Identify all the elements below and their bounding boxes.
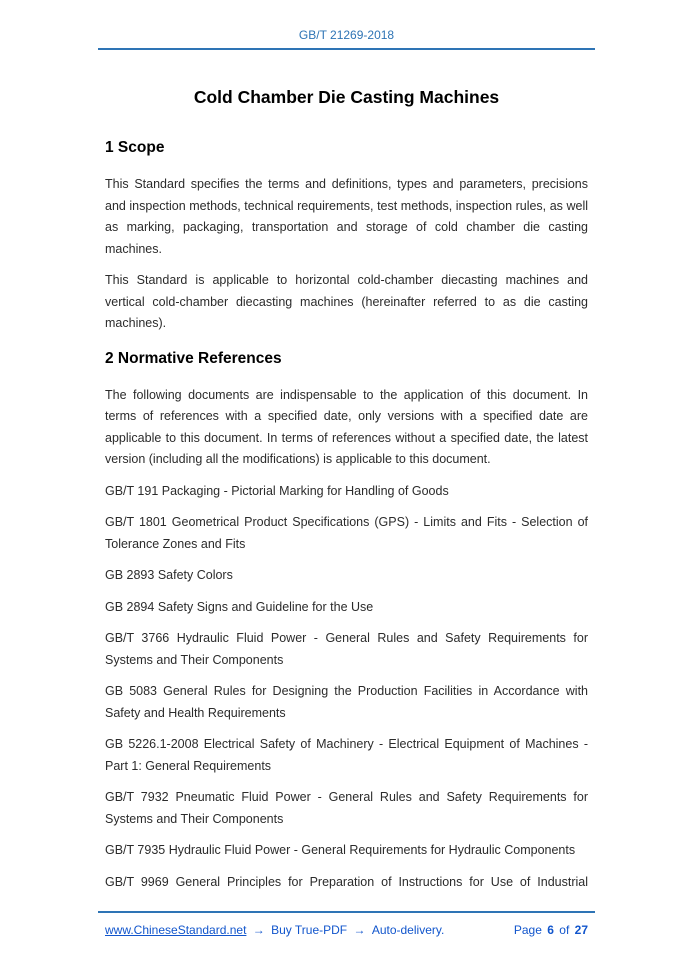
paragraph: This Standard specifies the terms and definitions, types and parameters, precisions and inspection methods, technical requirements, test methods, inspection rules, as well as marking, packaging, transportation and storage of cold chamber die casting machines. [105,177,588,256]
section-heading-scope: 1 Scope [105,139,165,156]
reference-item: GB/T 7932 Pneumatic Fluid Power - General Rules and Safety Requirements for Systems and Their Components [105,790,588,826]
reference-item: GB 2894 Safety Signs and Guideline for the Use [105,599,374,614]
page-total: 27 [574,923,588,937]
footer-buy-text: Buy True-PDF [271,923,348,937]
footer-info [105,922,444,938]
website-link[interactable]: www.ChineseStandard.net [105,923,247,937]
page-indicator [512,922,588,938]
arrow-icon: → [252,923,265,937]
reference-item: GB 5083 General Rules for Designing the Production Facilities in Accordance with Safety and Health Requirements [105,684,588,720]
of-label: of [559,923,570,937]
arrow-icon: → [353,923,366,937]
section-heading-normative-references: 2 Normative References [105,349,282,367]
page-label: Page [513,923,542,937]
reference-item: GB/T 1801 Geometrical Product Specifications (GPS) - Limits and Fits - Selection of Tolerance Zones and Fits [105,515,588,551]
page-content [105,50,588,903]
footer-rule [98,911,595,913]
footer-delivery-text: Auto-delivery. [371,923,445,937]
doc-number: GB/T 21269-2018 [298,28,395,42]
page-footer [98,911,595,938]
reference-item: GB/T 9969 General Principles for Preparation of Instructions for Use of Industrial [105,874,588,889]
reference-item: GB 2893 Safety Colors [105,568,233,582]
page-number: 6 [547,923,554,937]
page-title: Cold Chamber Die Casting Machines [193,87,500,107]
page-header [98,0,595,50]
reference-item: GB/T 191 Packaging - Pictorial Marking for Handling of Goods [105,483,449,498]
paragraph: This Standard is applicable to horizontal cold-chamber diecasting machines and vertical cold-chamber diecasting machines (hereinafter referred to as die casting machines). [105,273,588,330]
paragraph: The following documents are indispensable to the application of this document. In terms of references with a specified date, only versions with a specified date are applicable to this document. In terms of references without a specified date, the latest version (including all the modifications) is applicable to this document. [105,387,588,466]
reference-item: GB/T 3766 Hydraulic Fluid Power - General Rules and Safety Requirements for Systems and Their Components [105,631,588,667]
reference-item: GB/T 7935 Hydraulic Fluid Power - General Requirements for Hydraulic Components [105,843,576,857]
reference-item: GB 5226.1-2008 Electrical Safety of Machinery - Electrical Equipment of Machines - Part 1: General Requirements [105,737,588,773]
